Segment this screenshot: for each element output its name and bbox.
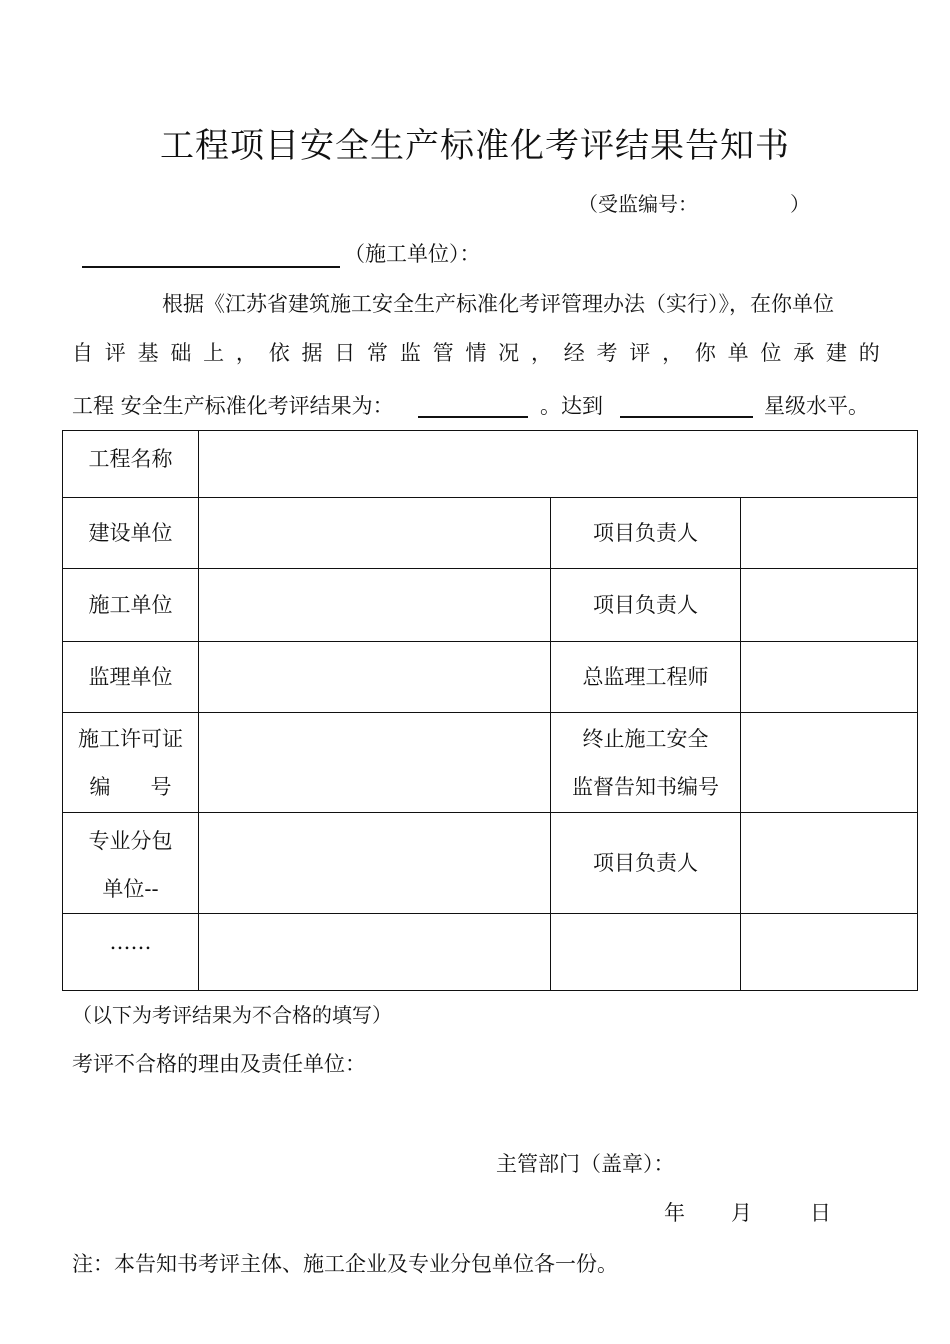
- addressee-blank[interactable]: [82, 242, 340, 268]
- extra-value-2[interactable]: [551, 914, 741, 991]
- table-row: [63, 498, 918, 569]
- date-year: 年: [664, 1201, 685, 1225]
- paragraph-char: 评: [629, 341, 651, 365]
- contractor-project-manager-value[interactable]: [741, 569, 918, 642]
- paragraph-char: 常: [367, 341, 389, 365]
- contractor-project-manager-label: 项目负责人: [551, 569, 741, 642]
- chief-supervisor-value[interactable]: [741, 642, 918, 713]
- date-month: 月: [731, 1201, 752, 1225]
- termination-notice-label: [551, 713, 741, 813]
- paragraph-char: 据: [301, 341, 323, 365]
- paragraph-char: 日: [334, 341, 356, 365]
- contractor-value[interactable]: [199, 569, 551, 642]
- paragraph-line-3-b: 。达到: [540, 394, 603, 418]
- paragraph-char: ，: [235, 341, 257, 365]
- project-name-label: 工程名称: [63, 431, 199, 498]
- paragraph-char: ，: [530, 341, 552, 365]
- paragraph-char: ，: [662, 341, 684, 365]
- construction-owner-label: 建设单位: [63, 498, 199, 569]
- subcontractor-line-2: 单位--: [102, 877, 159, 901]
- chief-supervisor-label: 总监理工程师: [551, 642, 741, 713]
- paragraph-line-2: [72, 337, 880, 367]
- extra-value-3[interactable]: [741, 914, 918, 991]
- owner-project-manager-label: 项目负责人: [551, 498, 741, 569]
- paragraph-char: 位: [760, 341, 782, 365]
- table-row: [63, 813, 918, 914]
- termination-notice-value[interactable]: [741, 713, 918, 813]
- paragraph-char: 自: [72, 341, 93, 365]
- paragraph-char: 础: [170, 341, 192, 365]
- paragraph-char: 监: [399, 341, 421, 365]
- table-row: [63, 914, 918, 991]
- star-level-blank[interactable]: [620, 394, 753, 418]
- permit-char-1: 编: [89, 774, 111, 799]
- project-name-value[interactable]: [199, 431, 918, 498]
- result-blank[interactable]: [418, 394, 528, 418]
- paragraph-line-3-a: 工程 安全生产标准化考评结果为：: [72, 394, 394, 418]
- fail-note: （以下为考评结果为不合格的填写）: [72, 1003, 392, 1027]
- paragraph-char: 况: [498, 341, 520, 365]
- paragraph-char: 你: [694, 341, 716, 365]
- paragraph-char: 基: [137, 341, 159, 365]
- supervisor-label: 监理单位: [63, 642, 199, 713]
- paragraph-char: 上: [203, 341, 225, 365]
- paragraph-char: 考: [596, 341, 618, 365]
- ellipsis-cell: ……: [63, 914, 199, 991]
- subcontractor-manager-value[interactable]: [741, 813, 918, 914]
- extra-value-1[interactable]: [199, 914, 551, 991]
- paragraph-char: 承: [793, 341, 815, 365]
- permit-number-line-1: 施工许可证: [78, 726, 183, 751]
- date-day: 日: [810, 1201, 831, 1225]
- paragraph-char: 的: [858, 341, 880, 365]
- paragraph-line-1: 根据《江苏省建筑施工安全生产标准化考评管理办法（实行）》，在你单位: [162, 292, 834, 316]
- permit-number-value[interactable]: [199, 713, 551, 813]
- termination-notice-line-2: 监督告知书编号: [572, 774, 719, 799]
- paragraph-line-3-c: 星级水平。: [764, 394, 869, 418]
- table-row: [63, 569, 918, 642]
- footnote: 注：本告知书考评主体、施工企业及专业分包单位各一份。: [72, 1252, 618, 1276]
- document-title: 工程项目安全生产标准化考评结果告知书: [160, 126, 790, 166]
- addressee-suffix: （施工单位）：: [344, 242, 481, 266]
- paragraph-char: 单: [727, 341, 749, 365]
- paragraph-char: 经: [563, 341, 585, 365]
- subcontractor-line-1: 专业分包: [88, 829, 173, 853]
- subcontractor-label: [63, 813, 199, 914]
- owner-project-manager-value[interactable]: [741, 498, 918, 569]
- info-table: [62, 430, 918, 991]
- paragraph-char: 情: [465, 341, 487, 365]
- paragraph-char: 依: [268, 341, 290, 365]
- subcontractor-manager-label: 项目负责人: [551, 813, 741, 914]
- permit-char-2: 号: [150, 774, 172, 799]
- construction-owner-value[interactable]: [199, 498, 551, 569]
- table-row: [63, 642, 918, 713]
- permit-number-label: [63, 713, 199, 813]
- termination-notice-line-1: 终止施工安全: [582, 726, 709, 751]
- contractor-label: 施工单位: [63, 569, 199, 642]
- reference-close: ）: [790, 192, 810, 216]
- permit-number-line-2: [63, 763, 198, 811]
- subcontractor-value[interactable]: [199, 813, 551, 914]
- paragraph-char: 建: [825, 341, 847, 365]
- table-row: [63, 713, 918, 813]
- reference-label: （受监编号：: [578, 192, 698, 216]
- reference-number: [578, 188, 810, 217]
- paragraph-char: 管: [432, 341, 454, 365]
- supervisor-value[interactable]: [199, 642, 551, 713]
- paragraph-char: 评: [104, 341, 126, 365]
- table-row: [63, 431, 918, 498]
- department-seal-label: 主管部门（盖章）：: [496, 1152, 675, 1176]
- fail-reason-label: 考评不合格的理由及责任单位：: [72, 1052, 366, 1076]
